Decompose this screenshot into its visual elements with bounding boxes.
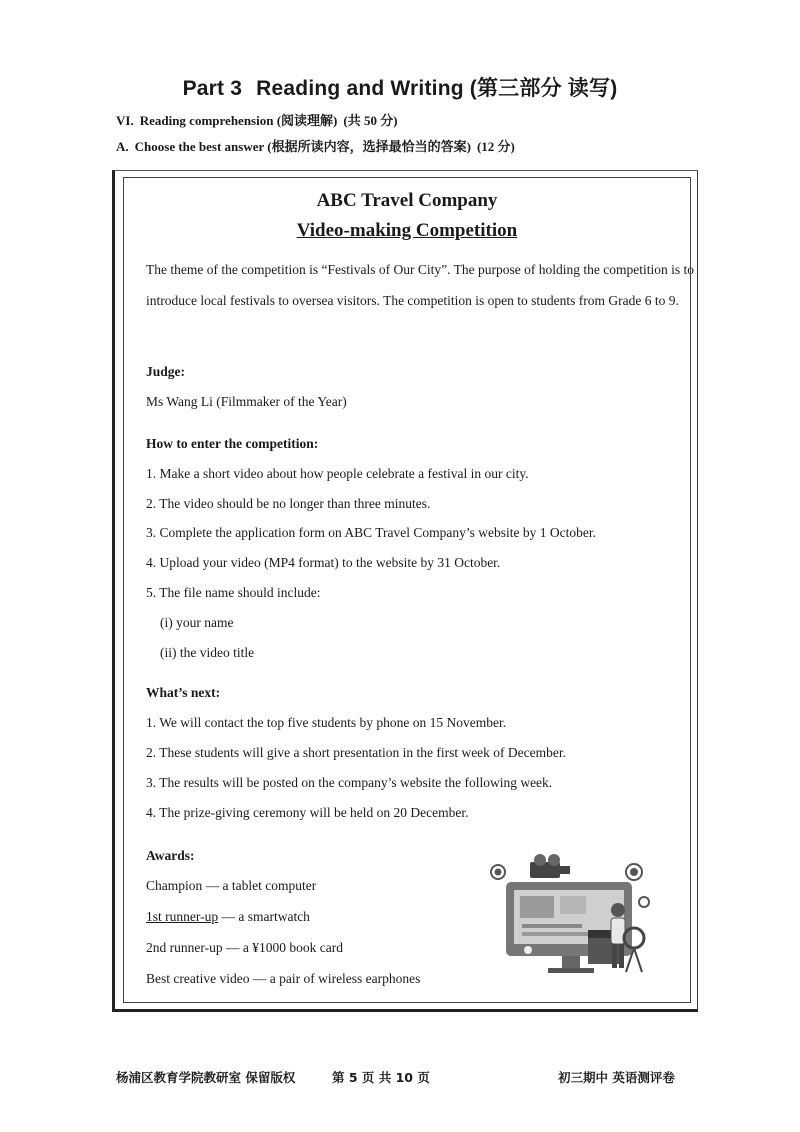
judge-name: Ms Wang Li (Filmmaker of the Year) [146, 394, 347, 409]
poster-panel [123, 177, 694, 1003]
section-vi-label: VI. [116, 113, 134, 128]
section-vi-points: (共 50 分) [343, 113, 398, 128]
next-item: 1. We will contact the top five students by phone on 15 November. [146, 715, 507, 730]
next-item: 2. These students will give a short presentation in the first week of December. [146, 745, 567, 760]
award-prize: — a ¥1000 book card [222, 940, 343, 955]
enter-heading: How to enter the competition: [146, 436, 319, 451]
award-place: Champion [146, 878, 203, 893]
enter-item: 2. The video should be no longer than three minutes. [146, 496, 431, 511]
file-name-item: (ii) the video title [160, 645, 255, 660]
part-title [0, 72, 800, 102]
award-prize: — a pair of wireless earphones [249, 971, 421, 986]
section-a-text: Choose the best answer (根据所读内容，选择最恰当的答案) [134, 139, 471, 154]
section-a-label: A. [116, 139, 129, 154]
award-line [146, 878, 316, 894]
award-line [146, 940, 343, 956]
section-a-points: (12 分) [476, 139, 515, 154]
camera-icon [530, 854, 570, 878]
section-vi-text: Reading comprehension (阅读理解) [139, 113, 338, 128]
footer-page-number: 第 5 页 共 10 页 [332, 1070, 430, 1085]
enter-item: 5. The file name should include: [146, 585, 321, 600]
section-vi-heading [116, 110, 404, 129]
award-prize: — a tablet computer [202, 878, 317, 893]
poster-frame [112, 170, 698, 1012]
footer-exam-name: 初三期中 英语测评卷 [558, 1070, 675, 1085]
video-making-illustration [484, 854, 656, 984]
next-item: 3. The results will be posted on the company’s website the following week. [146, 775, 553, 790]
intro-paragraph: The theme of the competition is “Festivals of Our City”. The purpose of holding the competition is to introduce local festivals to oversea visitors. The competition is open to students from Grade 6 to 9. [146, 262, 694, 308]
file-name-item: (i) your name [160, 615, 234, 630]
enter-item: 1. Make a short video about how people celebrate a festival in our city. [146, 466, 529, 481]
company-title: ABC Travel Company [316, 190, 498, 211]
award-line [146, 909, 310, 925]
award-prize: — a smartwatch [218, 909, 310, 924]
part-name: Reading and Writing (第三部分 读写) [256, 77, 618, 100]
award-place: 2nd runner-up [146, 940, 223, 955]
part-number: Part 3 [182, 77, 243, 100]
award-place: 1st runner-up [146, 909, 219, 924]
competition-title: Video-making Competition [296, 220, 518, 241]
awards-heading: Awards: [146, 848, 195, 863]
enter-item: 4. Upload your video (MP4 format) to the website by 31 October. [146, 555, 501, 570]
next-heading: What’s next: [146, 685, 221, 700]
footer-copyright: 杨浦区教育学院教研室 保留版权 [116, 1070, 296, 1085]
next-item: 4. The prize-giving ceremony will be held on 20 December. [146, 805, 469, 820]
enter-item: 3. Complete the application form on ABC Travel Company’s website by 1 October. [146, 525, 596, 540]
award-place: Best creative video [146, 971, 250, 986]
section-a-heading [116, 136, 521, 155]
award-line [146, 971, 420, 987]
judge-heading: Judge: [146, 364, 186, 379]
